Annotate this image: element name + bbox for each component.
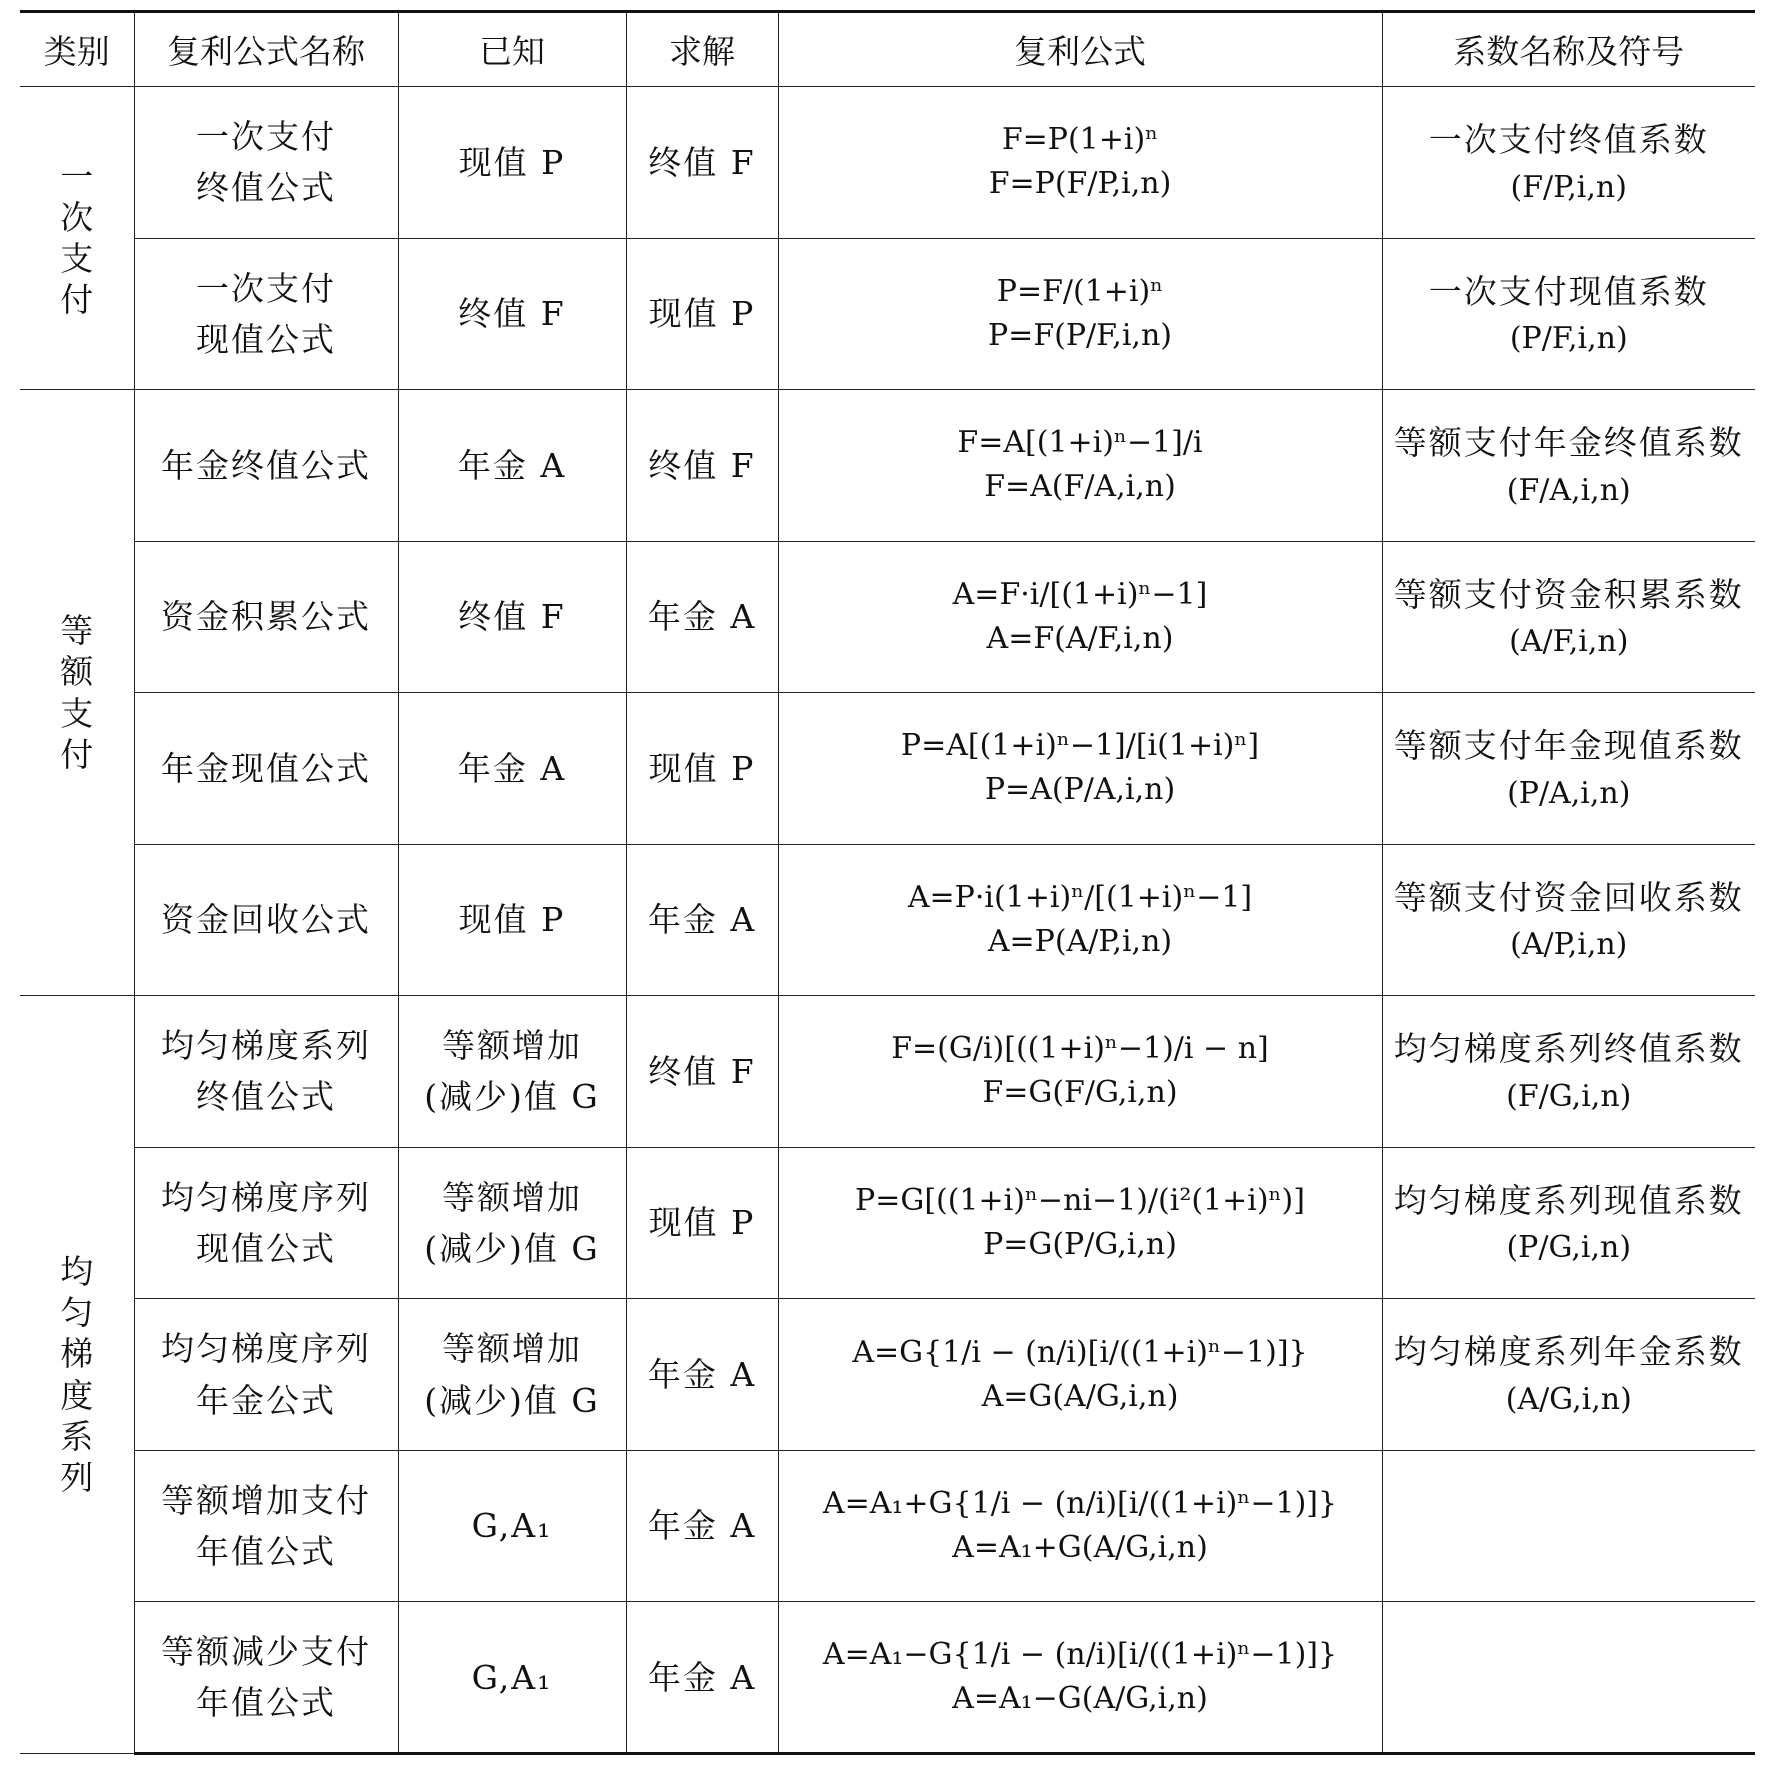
table-row — [20, 1299, 1755, 1451]
formula-cell — [778, 541, 1382, 693]
coefficient-cell — [1382, 844, 1755, 996]
formula-name-line1: 年金终值公式 — [161, 445, 371, 485]
formula-shorthand: F=G(F/G,i,n) — [982, 1075, 1178, 1111]
solve-cell — [626, 87, 778, 239]
solve-cell — [626, 1450, 778, 1602]
known-value: 等额增加 — [442, 1329, 582, 1369]
known-value: 现值 P — [458, 900, 566, 940]
formula-name-line1: 等额增加支付 — [161, 1480, 371, 1520]
table-row — [20, 541, 1755, 693]
formula-expression: A=F·i/[(1+i)ⁿ−1] — [952, 576, 1208, 612]
coefficient-symbol: (F/G,i,n) — [1506, 1078, 1632, 1114]
formula-name-line1: 等额减少支付 — [161, 1632, 371, 1672]
solve-value: 终值 F — [648, 445, 756, 485]
solve-cell — [626, 1602, 778, 1754]
coefficient-symbol: (P/A,i,n) — [1507, 775, 1631, 811]
known-value: 年金 A — [457, 445, 567, 485]
table-row — [20, 390, 1755, 542]
coefficient-symbol: (F/P,i,n) — [1510, 169, 1627, 205]
formula-cell — [778, 1450, 1382, 1602]
coefficient-cell — [1382, 1450, 1755, 1602]
formula-cell — [778, 87, 1382, 239]
known-value: G,A₁ — [471, 1657, 553, 1697]
formula-name-line1: 一次支付 — [196, 117, 336, 157]
formula-name-line1: 均匀梯度序列 — [161, 1177, 371, 1217]
coefficient-name: 均匀梯度系列现值系数 — [1393, 1180, 1744, 1220]
coefficient-name: 均匀梯度系列年金系数 — [1393, 1332, 1744, 1372]
coefficient-name: 一次支付现值系数 — [1428, 271, 1709, 311]
category-cell — [20, 996, 134, 1754]
category-label: 均匀梯度系列 — [60, 1251, 94, 1498]
formula-name-line2: 年值公式 — [196, 1683, 336, 1723]
solve-value: 年金 A — [647, 1354, 757, 1394]
formula-shorthand: A=G(A/G,i,n) — [981, 1378, 1179, 1414]
solve-cell — [626, 541, 778, 693]
table-row — [20, 1450, 1755, 1602]
formula-name-cell — [134, 996, 398, 1148]
solve-cell — [626, 238, 778, 390]
formula-name-line1: 资金积累公式 — [161, 597, 371, 637]
coefficient-cell — [1382, 541, 1755, 693]
solve-cell — [626, 693, 778, 845]
formula-name-line2: 终值公式 — [196, 1077, 336, 1117]
compound-interest-table — [20, 10, 1755, 1755]
formula-cell — [778, 844, 1382, 996]
formula-expression: F=(G/i)[((1+i)ⁿ−1)/i − n] — [891, 1031, 1269, 1067]
category-label: 一次支付 — [60, 156, 94, 320]
coefficient-name: 均匀梯度系列终值系数 — [1393, 1029, 1744, 1069]
known-value: 等额增加 — [442, 1026, 582, 1066]
solve-value: 终值 F — [648, 142, 756, 182]
formula-name-cell — [134, 693, 398, 845]
coefficient-name: 等额支付年金终值系数 — [1393, 423, 1744, 463]
header-known: 已知 — [398, 12, 626, 87]
known-value: G,A₁ — [471, 1506, 553, 1546]
coefficient-cell — [1382, 693, 1755, 845]
known-value-line2: (减少)值 G — [424, 1228, 600, 1268]
formula-shorthand: F=P(F/P,i,n) — [988, 166, 1172, 202]
category-cell — [20, 87, 134, 390]
coefficient-cell — [1382, 238, 1755, 390]
table-row — [20, 844, 1755, 996]
formula-expression: F=A[(1+i)ⁿ−1]/i — [957, 425, 1203, 461]
formula-shorthand: P=A(P/A,i,n) — [984, 772, 1176, 808]
table-row — [20, 1602, 1755, 1754]
formula-shorthand: A=F(A/F,i,n) — [986, 620, 1174, 656]
known-cell — [398, 87, 626, 239]
coefficient-symbol: (P/G,i,n) — [1506, 1230, 1632, 1266]
header-formula-name: 复利公式名称 — [134, 12, 398, 87]
formula-name-cell — [134, 1450, 398, 1602]
solve-value: 年金 A — [647, 1657, 757, 1697]
solve-cell — [626, 996, 778, 1148]
coefficient-symbol: (A/P,i,n) — [1510, 927, 1628, 963]
known-cell — [398, 238, 626, 390]
formula-name-cell — [134, 238, 398, 390]
table-row — [20, 87, 1755, 239]
formula-expression: A=A₁+G{1/i − (n/i)[i/((1+i)ⁿ−1)]} — [822, 1486, 1338, 1522]
solve-value: 年金 A — [647, 1506, 757, 1546]
formula-expression: P=G[((1+i)ⁿ−ni−1)/(i²(1+i)ⁿ)] — [855, 1182, 1305, 1218]
known-value: 终值 F — [458, 294, 566, 334]
known-cell — [398, 541, 626, 693]
formula-name-line2: 现值公式 — [196, 319, 336, 359]
known-value-line2: (减少)值 G — [424, 1380, 600, 1420]
coefficient-name: 等额支付资金回收系数 — [1393, 877, 1744, 917]
solve-value: 现值 P — [648, 294, 756, 334]
formula-cell — [778, 996, 1382, 1148]
formula-cell — [778, 1602, 1382, 1754]
table-row — [20, 693, 1755, 845]
header-row — [20, 12, 1755, 87]
formula-cell — [778, 1299, 1382, 1451]
formula-name-line2: 年值公式 — [196, 1532, 336, 1572]
solve-cell — [626, 390, 778, 542]
formula-shorthand: P=G(P/G,i,n) — [983, 1226, 1177, 1262]
known-cell — [398, 1450, 626, 1602]
formula-expression: A=A₁−G{1/i − (n/i)[i/((1+i)ⁿ−1)]} — [822, 1637, 1338, 1673]
coefficient-cell — [1382, 1602, 1755, 1754]
known-value: 年金 A — [457, 748, 567, 788]
known-value: 等额增加 — [442, 1177, 582, 1217]
coefficient-cell — [1382, 390, 1755, 542]
formula-expression: P=F/(1+i)ⁿ — [996, 273, 1164, 309]
coefficient-symbol: (A/G,i,n) — [1505, 1381, 1632, 1417]
solve-value: 终值 F — [648, 1051, 756, 1091]
header-category: 类别 — [20, 12, 134, 87]
formula-shorthand: F=A(F/A,i,n) — [984, 469, 1176, 505]
formula-name-line2: 终值公式 — [196, 168, 336, 208]
category-label: 等额支付 — [60, 611, 94, 774]
solve-value: 现值 P — [648, 1203, 756, 1243]
solve-cell — [626, 1299, 778, 1451]
solve-value: 年金 A — [647, 900, 757, 940]
known-value: 现值 P — [458, 142, 566, 182]
formula-name-cell — [134, 1602, 398, 1754]
known-cell — [398, 1147, 626, 1299]
formula-expression: A=G{1/i − (n/i)[i/((1+i)ⁿ−1)]} — [852, 1334, 1308, 1370]
formula-name-line1: 资金回收公式 — [161, 900, 371, 940]
solve-value: 年金 A — [647, 597, 757, 637]
coefficient-cell — [1382, 1147, 1755, 1299]
formula-name-line1: 年金现值公式 — [161, 748, 371, 788]
formula-name-line1: 一次支付 — [196, 268, 336, 308]
formula-name-line1: 均匀梯度序列 — [161, 1329, 371, 1369]
formula-name-cell — [134, 87, 398, 239]
coefficient-cell — [1382, 87, 1755, 239]
table-row — [20, 1147, 1755, 1299]
coefficient-cell — [1382, 996, 1755, 1148]
formula-name-line2: 年金公式 — [196, 1380, 336, 1420]
formula-expression: A=P·i(1+i)ⁿ/[(1+i)ⁿ−1] — [907, 879, 1253, 915]
coefficient-symbol: (P/F,i,n) — [1509, 321, 1628, 357]
header-solve: 求解 — [626, 12, 778, 87]
coefficient-symbol: (A/F,i,n) — [1509, 624, 1629, 660]
coefficient-name: 一次支付终值系数 — [1428, 120, 1709, 160]
formula-cell — [778, 1147, 1382, 1299]
formula-shorthand: A=A₁−G(A/G,i,n) — [952, 1681, 1208, 1717]
known-cell — [398, 390, 626, 542]
known-cell — [398, 844, 626, 996]
table-row — [20, 238, 1755, 390]
coefficient-cell — [1382, 1299, 1755, 1451]
formula-name-line1: 均匀梯度系列 — [161, 1026, 371, 1066]
known-cell — [398, 996, 626, 1148]
formula-name-line2: 现值公式 — [196, 1228, 336, 1268]
formula-cell — [778, 238, 1382, 390]
known-cell — [398, 693, 626, 845]
table-row — [20, 996, 1755, 1148]
coefficient-symbol: (F/A,i,n) — [1506, 472, 1631, 508]
formula-name-cell — [134, 1147, 398, 1299]
known-cell — [398, 1299, 626, 1451]
formula-name-cell — [134, 390, 398, 542]
formula-cell — [778, 693, 1382, 845]
formula-shorthand: A=P(A/P,i,n) — [987, 923, 1173, 959]
known-value-line2: (减少)值 G — [424, 1077, 600, 1117]
solve-cell — [626, 1147, 778, 1299]
formula-name-cell — [134, 541, 398, 693]
solve-cell — [626, 844, 778, 996]
formula-name-cell — [134, 1299, 398, 1451]
formula-shorthand: P=F(P/F,i,n) — [988, 317, 1172, 353]
formula-expression: F=P(1+i)ⁿ — [1001, 122, 1159, 158]
compound-interest-table-wrapper — [20, 10, 1755, 1755]
category-cell — [20, 390, 134, 996]
known-cell — [398, 1602, 626, 1754]
header-formula: 复利公式 — [778, 12, 1382, 87]
header-coefficient: 系数名称及符号 — [1382, 12, 1755, 87]
formula-shorthand: A=A₁+G(A/G,i,n) — [952, 1530, 1208, 1566]
formula-cell — [778, 390, 1382, 542]
solve-value: 现值 P — [648, 748, 756, 788]
coefficient-name: 等额支付年金现值系数 — [1393, 726, 1744, 766]
formula-name-cell — [134, 844, 398, 996]
known-value: 终值 F — [458, 597, 566, 637]
formula-expression: P=A[(1+i)ⁿ−1]/[i(1+i)ⁿ] — [900, 728, 1260, 764]
coefficient-name: 等额支付资金积累系数 — [1393, 574, 1744, 614]
